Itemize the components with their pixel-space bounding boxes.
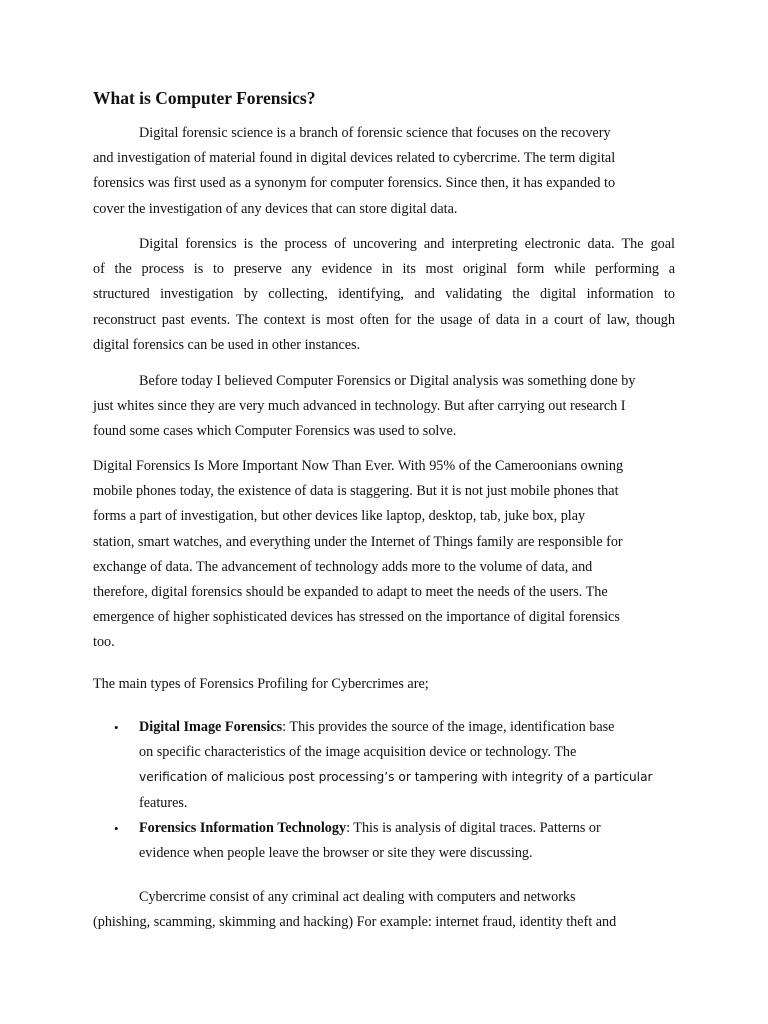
forensics-types-list [93,715,675,866]
paragraph-line: Digital forensic science is a branch of forensic science that focuses on the recovery [139,125,611,141]
paragraph-definition [93,121,675,222]
bullet-icon: • [114,720,119,735]
list-item-description: : This provides the source of the image, identification base [282,719,615,735]
paragraph-cybercrime [93,885,675,935]
paragraph-line: Before today I believed Computer Forensics or Digital analysis was something done by [139,373,636,389]
paragraph-opinion [93,369,675,445]
paragraph-line: reconstruct past events. The context is most often for the usage of data in a court of law, though [93,311,675,328]
list-item-digital-image-forensics [93,715,675,816]
list-item-forensics-information-technology [93,816,675,866]
paragraph-line: mobile phones today, the existence of data is staggering. But it is not just mobile phones that [93,483,619,500]
paragraph-line: Digital Forensics Is More Important Now Than Ever. With 95% of the Cameroonians owning [93,458,624,474]
paragraph-importance [93,454,675,656]
paragraph-line: structured investigation by collecting, identifying, and validating the digital information to [93,286,675,303]
paragraph-line: just whites since they are very much advanced in technology. But after carrying out research I [93,398,626,415]
list-intro-text: The main types of Forensics Profiling for Cybercrimes are; [93,676,429,692]
paragraph-line: forensics was first used as a synonym for computer forensics. Since then, it has expanded to [93,175,616,192]
paragraph-line: too. [93,634,115,651]
list-item-description: : This is analysis of digital traces. Patterns or [346,819,601,836]
list-item-line: verification of malicious post processing’s or tampering with integrity of a particular [139,770,653,785]
paragraph-line: (phishing, scamming, skimming and hacking) For example: internet fraud, identity theft and [93,914,617,931]
bullet-icon: • [114,820,119,836]
paragraph-line: emergence of higher sophisticated devices has stressed on the importance of digital forensics [93,609,620,626]
paragraph-line: of the process is to preserve any evidence in its most original form while performing a [93,261,675,278]
paragraph-line: cover the investigation of any devices that can store digital data. [93,200,458,217]
list-item-term: Digital Image Forensics [139,719,283,735]
paragraph-line: exchange of data. The advancement of technology adds more to the volume of data, and [93,558,593,575]
list-item-line: features. [139,794,188,811]
list-item-term: Forensics Information Technology [139,819,347,836]
paragraph-line: Digital forensics is the process of uncovering and interpreting electronic data. The goal [139,236,675,252]
paragraph-line: digital forensics can be used in other instances. [93,336,361,353]
paragraph-line: therefore, digital forensics should be expanded to adapt to meet the needs of the users. The [93,584,608,601]
paragraph-process [93,232,675,358]
paragraph-line: station, smart watches, and everything under the Internet of Things family are responsible for [93,533,623,550]
paragraph-line: found some cases which Computer Forensics was used to solve. [93,423,457,440]
list-intro [93,672,675,697]
document-title: What is Computer Forensics? [93,88,316,108]
paragraph-line: forms a part of investigation, but other devices like laptop, desktop, tab, juke box, play [93,508,586,525]
paragraph-line: Cybercrime consist of any criminal act dealing with computers and networks [139,889,576,905]
list-item-line: on specific characteristics of the image acquisition device or technology. The [139,744,577,761]
paragraph-line: and investigation of material found in digital devices related to cybercrime. The term digital [93,150,616,167]
list-item-line: evidence when people leave the browser or site they were discussing. [139,845,533,862]
